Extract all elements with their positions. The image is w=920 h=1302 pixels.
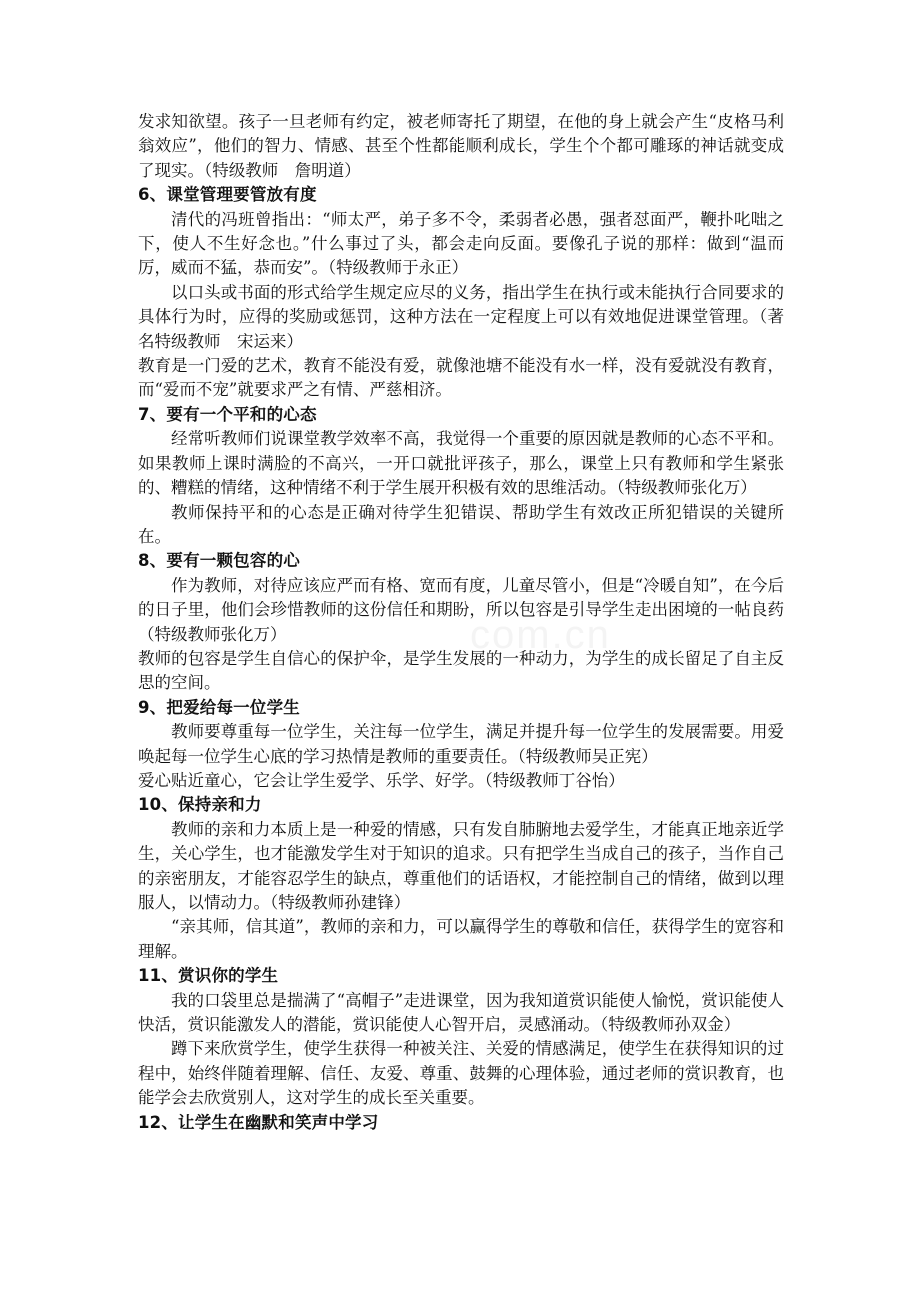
section-6-heading: 6、课堂管理要管放有度	[138, 185, 317, 205]
section-11-paragraph-2: 蹲下来欣赏学生，使学生获得一种被关注、关爱的情感满足，使学生在获得知识的过程中，始终伴随着理解、信任、友爱、尊重、鼓舞的心理体验，通过老师的赏识教育，也能学会去欣赏别人，这对学生的成长至关重要。	[138, 1039, 784, 1108]
section-9-paragraph-2: 爱心贴近童心，它会让学生爱学、乐学、好学。（特级教师丁谷怡）	[138, 770, 625, 790]
section-10-paragraph-1: 教师的亲和力本质上是一种爱的情感，只有发自肺腑地去爱学生，才能真正地亲近学生，关心学生，也才能激发学生对于知识的追求。只有把学生当成自己的孩子，当作自己的亲密朋友，才能容忍学生的缺点，尊重他们的话语权，才能控制自己的情绪，做到以理服人，以情动力。（特级教师孙建锋）	[138, 819, 784, 912]
section-12-heading: 12、让学生在幽默和笑声中学习	[138, 1112, 379, 1132]
intro-paragraph: 发求知欲望。孩子一旦老师有约定，被老师寄托了期望，在他的身上就会产生“皮格马利翁效应”，他们的智力、情感、甚至个性都能顺利成长，学生个个都可雕琢的神话就变成了现实。（特级教师 詹明道）	[138, 112, 784, 180]
section-11-paragraph-1: 我的口袋里总是揣满了“高帽子”走进课堂，因为我知道赏识能使人愉悦，赏识能使人快活，赏识能激发人的潜能，赏识能使人心智开启，灵感涌动。（特级教师孙双金）	[138, 990, 784, 1035]
section-7-paragraph-1: 经常听教师们说课堂教学效率不高，我觉得一个重要的原因就是教师的心态不平和。如果教师上课时满脸的不高兴，一开口就批评孩子，那么，课堂上只有教师和学生紧张的、糟糕的情绪，这种情绪不利于学生展开积极有效的思维活动。（特级教师张化万）	[138, 429, 784, 498]
section-8-paragraph-2: 教师的包容是学生自信心的保护伞，是学生发展的一种动力，为学生的成长留足了自主反思的空间。	[138, 648, 784, 693]
section-9-heading: 9、把爱给每一位学生	[138, 697, 300, 717]
section-9-paragraph-1: 教师要尊重每一位学生，关注每一位学生，满足并提升每一位学生的发展需要。用爱唤起每一位学生心底的学习热情是教师的重要责任。（特级教师吴正宪）	[138, 722, 784, 766]
section-6-paragraph-3: 教育是一门爱的艺术，教育不能没有爱，就像池塘不能没有水一样，没有爱就没有教育，而“爱而不宠”就要求严之有情、严慈相济。	[138, 356, 784, 400]
section-10-heading: 10、保持亲和力	[138, 795, 262, 815]
section-6-paragraph-1: 清代的冯班曾指出：“师太严，弟子多不令，柔弱者必愚，强者怼面严，鞭扑叱咄之下，使人不生好念也。”什么事过了头，都会走向反面。要像孔子说的那样：做到“温而厉，威而不猛，恭而安”。（特级教师于永正）	[138, 209, 784, 278]
section-8-heading: 8、要有一颗包容的心	[138, 551, 300, 571]
watermark: com.cn	[470, 613, 611, 657]
section-8-paragraph-1: 作为教师，对待应该应严而有格、宽而有度，儿童尽管小，但是“冷暖自知”，在今后的日子里，他们会珍惜教师的这份信任和期盼，所以包容是引导学生走出困境的一帖良药（特级教师张化万）	[138, 575, 784, 644]
section-6-paragraph-2: 以口头或书面的形式给学生规定应尽的义务，指出学生在执行或未能执行合同要求的具体行为时，应得的奖励或惩罚，这种方法在一定程度上可以有效地促进课堂管理。（著名特级教师 宋运来）	[138, 282, 784, 351]
section-11-heading: 11、赏识你的学生	[138, 966, 279, 986]
section-7-paragraph-2: 教师保持平和的心态是正确对待学生犯错误、帮助学生有效改正所犯错误的关键所在。	[138, 502, 784, 546]
section-10-paragraph-2: “亲其师，信其道”，教师的亲和力，可以赢得学生的尊敬和信任，获得学生的宽容和理解。	[138, 917, 784, 961]
document-page	[138, 110, 784, 1135]
section-7-heading: 7、要有一个平和的心态	[138, 404, 317, 424]
